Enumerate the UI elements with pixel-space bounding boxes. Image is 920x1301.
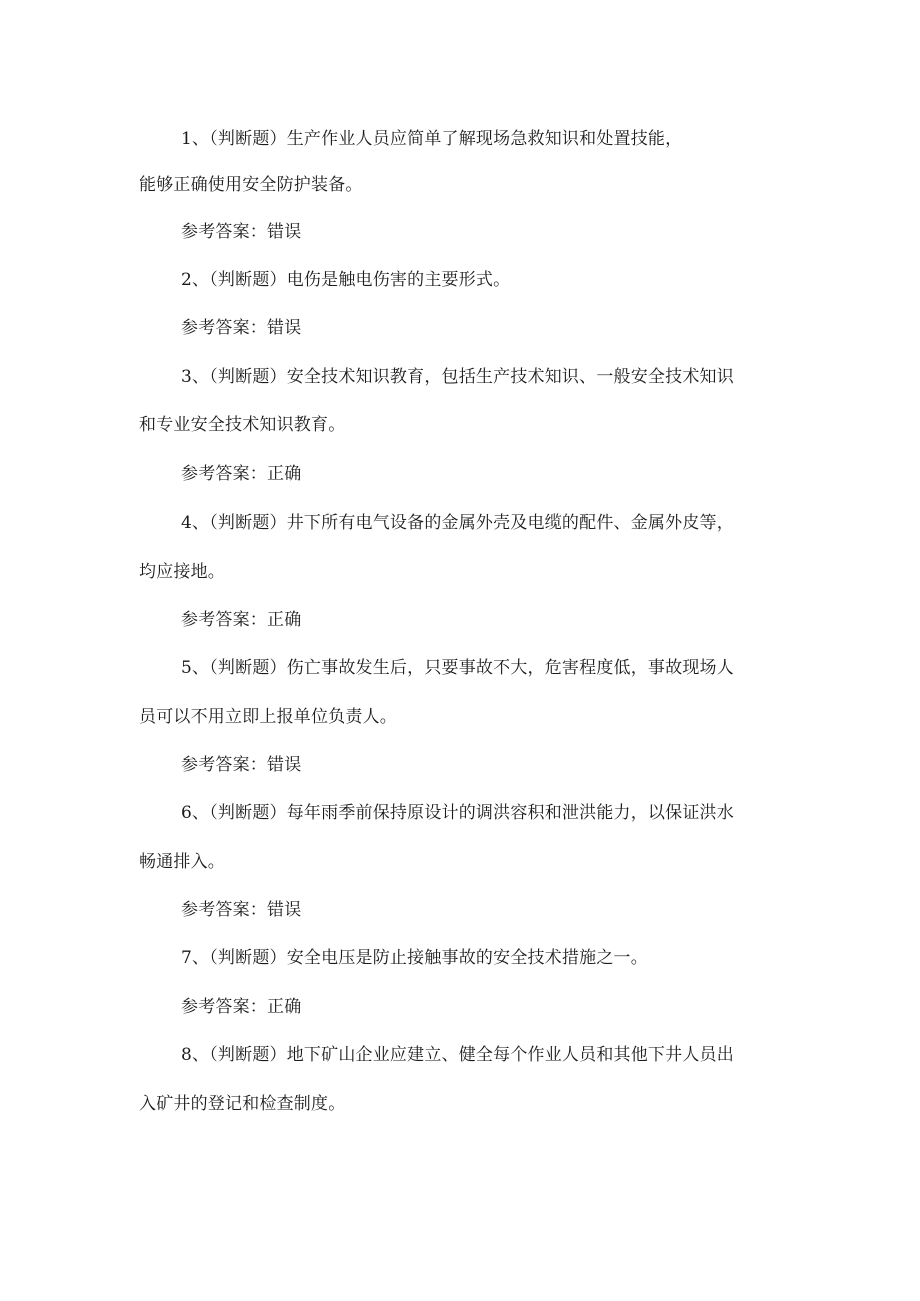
question-1-line-2: 能够正确使用安全防护装备。 <box>139 175 363 195</box>
question-4-answer: 参考答案：正确 <box>181 610 302 630</box>
question-7-line-1: 7、（判断题）安全电压是防止接触事故的安全技术措施之一。 <box>181 948 648 968</box>
question-6-line-1: 6、（判断题）每年雨季前保持原设计的调洪容积和泄洪能力，以保证洪水 <box>181 803 734 823</box>
question-3-answer: 参考答案：正确 <box>181 464 302 484</box>
question-4-line-1: 4、（判断题）井下所有电气设备的金属外壳及电缆的配件、金属外皮等， <box>181 513 734 533</box>
question-6-answer: 参考答案：错误 <box>181 900 302 920</box>
question-2-answer: 参考答案：错误 <box>181 318 302 338</box>
question-6-line-2: 畅通排入。 <box>139 852 225 872</box>
question-8-line-1: 8、（判断题）地下矿山企业应建立、健全每个作业人员和其他下井人员出 <box>181 1045 734 1065</box>
question-7-answer: 参考答案：正确 <box>181 997 302 1017</box>
question-4-line-2: 均应接地。 <box>139 562 225 582</box>
question-5-answer: 参考答案：错误 <box>181 755 302 775</box>
question-1-line-1: 1、（判断题）生产作业人员应简单了解现场急救知识和处置技能， <box>181 129 683 149</box>
question-3-line-2: 和专业安全技术知识教育。 <box>139 415 346 435</box>
question-3-line-1: 3、（判断题）安全技术知识教育，包括生产技术知识、一般安全技术知识 <box>181 367 734 387</box>
question-5-line-1: 5、（判断题）伤亡事故发生后，只要事故不大，危害程度低，事故现场人 <box>181 658 734 678</box>
question-5-line-2: 员可以不用立即上报单位负责人。 <box>139 707 397 727</box>
question-2-line-1: 2、（判断题）电伤是触电伤害的主要形式。 <box>181 270 511 290</box>
question-1-answer: 参考答案：错误 <box>181 222 302 242</box>
question-8-line-2: 入矿井的登记和检查制度。 <box>139 1094 346 1114</box>
